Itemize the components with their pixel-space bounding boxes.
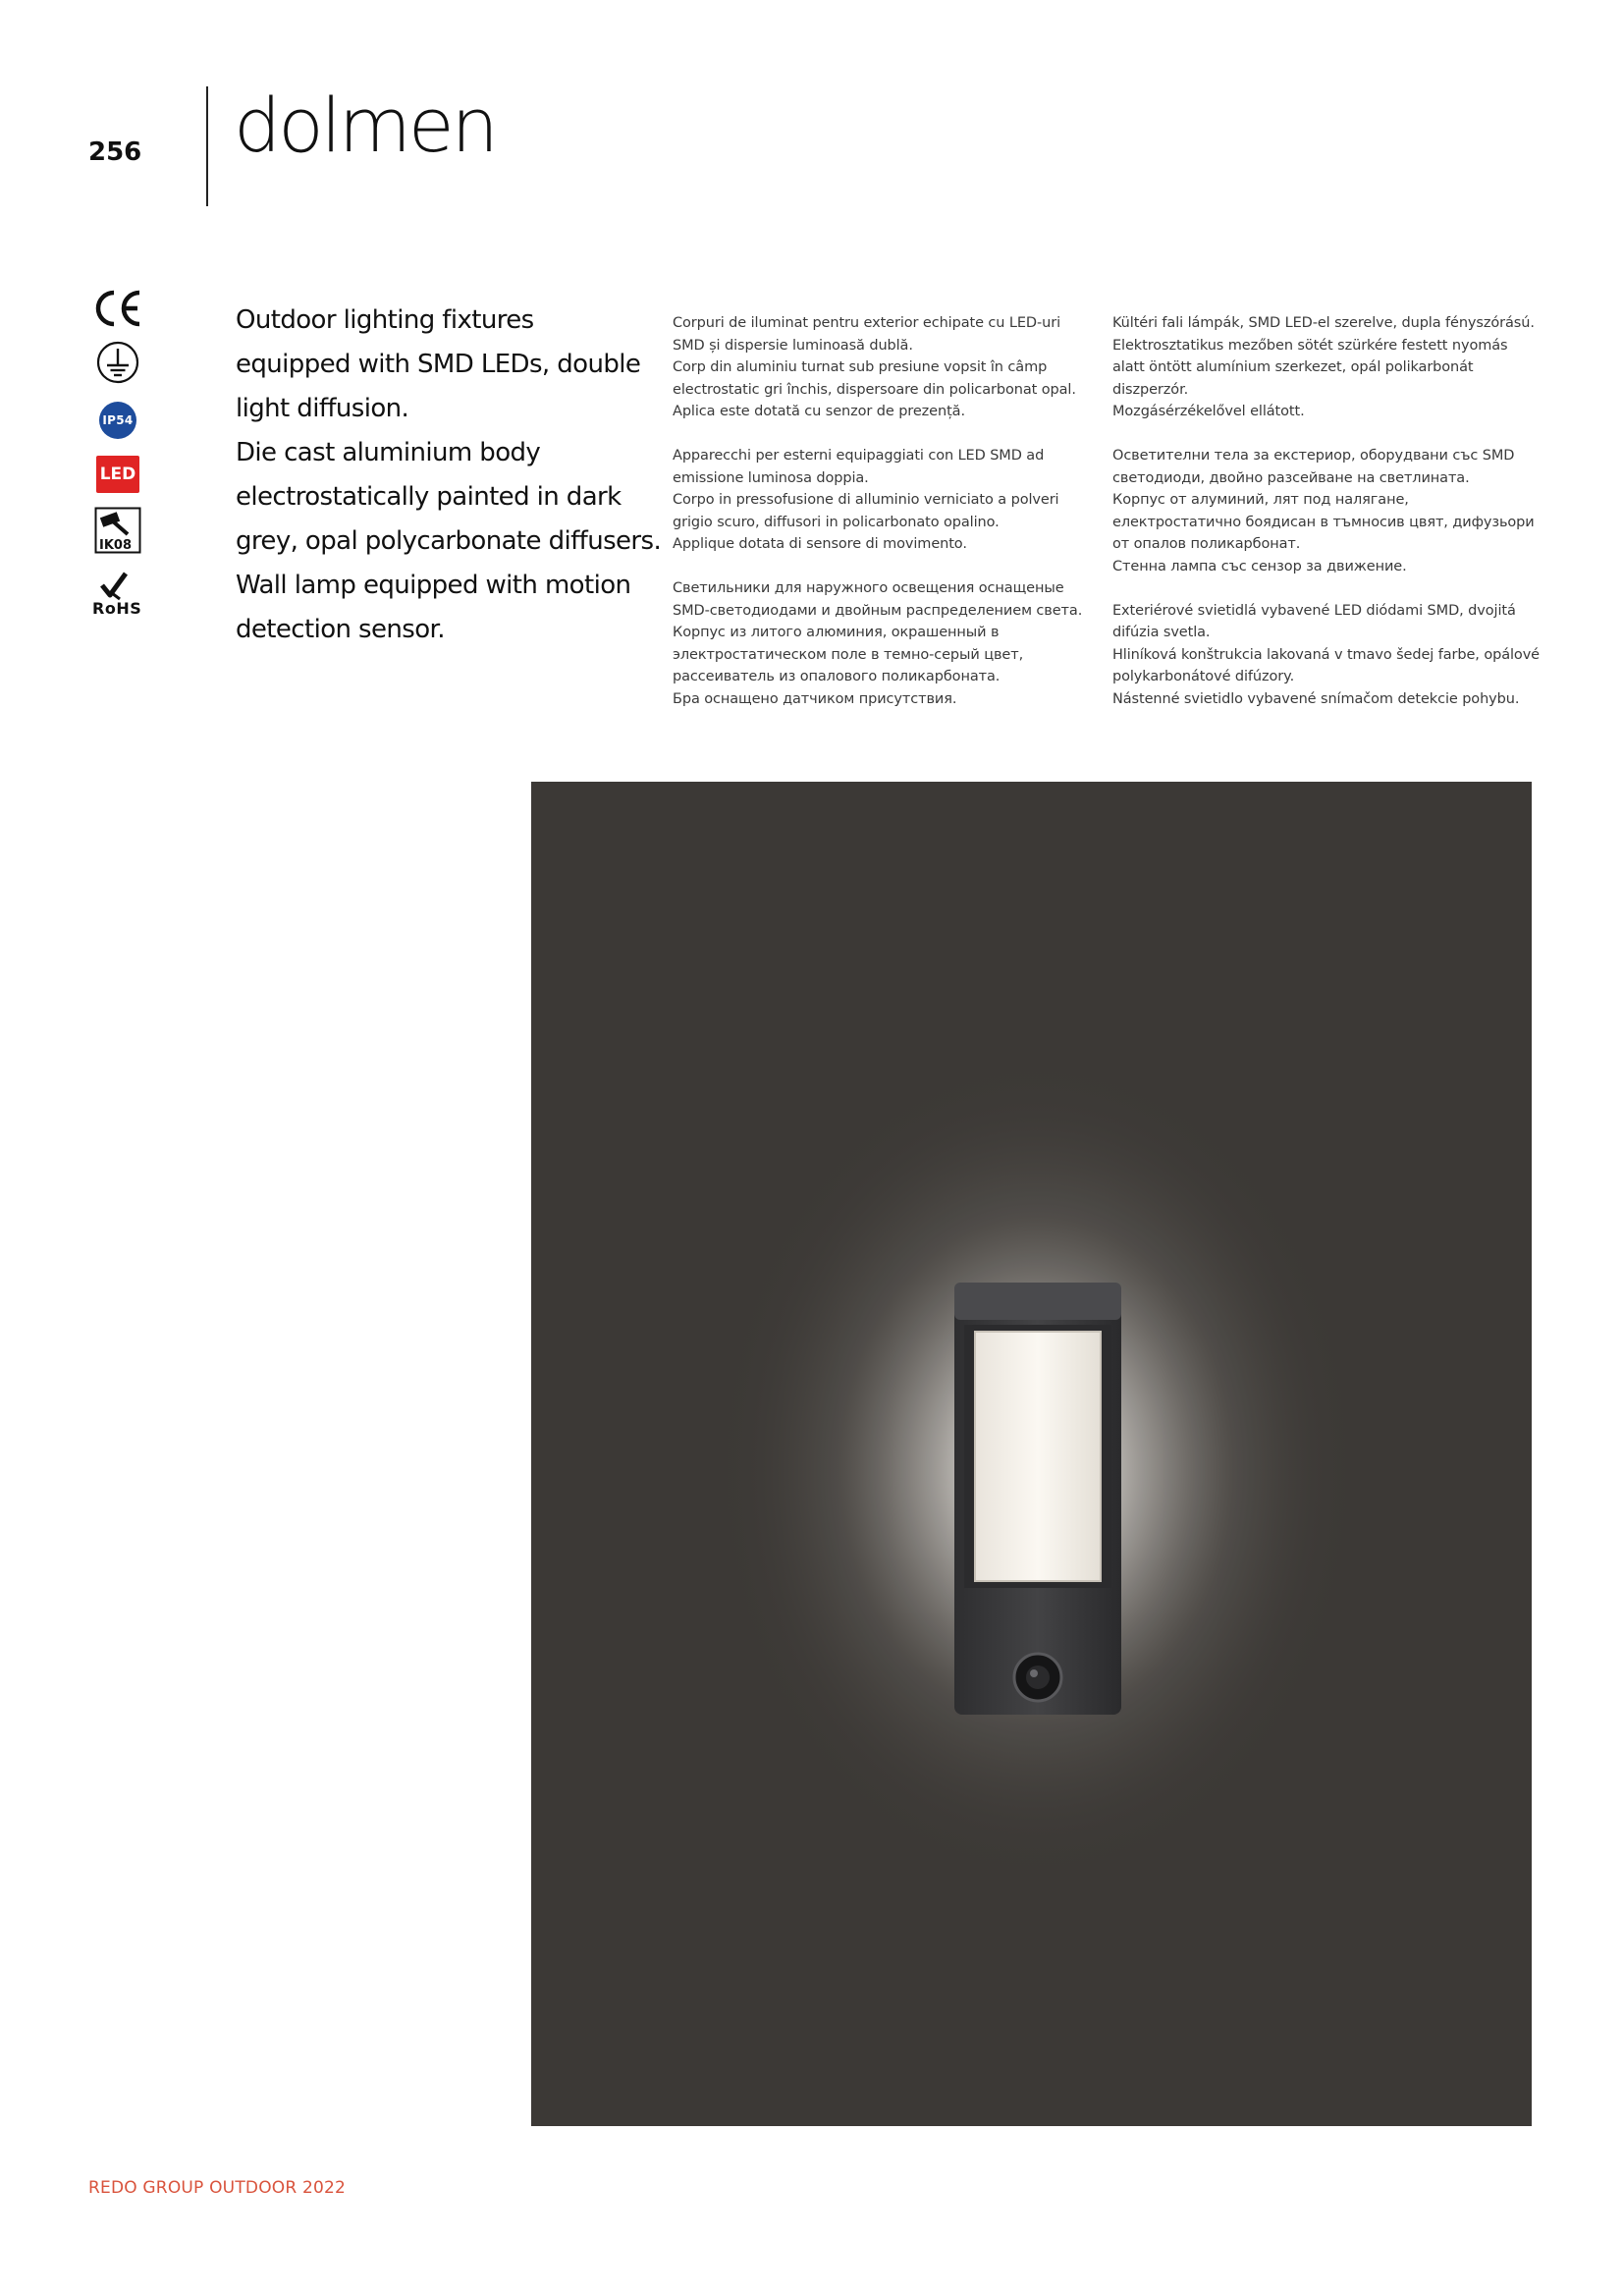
description-english <box>236 299 668 652</box>
description-line: grey, opal polycarbonate diffusers. <box>236 526 662 556</box>
description-line: light diffusion. <box>236 394 409 423</box>
led-icon <box>90 454 145 495</box>
description-slovak: Exteriérové svietidlá vybavené LED diódami SMD, dvojitá difúzia svetla. Hliníková konštrukcia lakovaná v tmavo šedej farbe, opálové polykarbonátové difúzory. Nástenné svietidlo vybavené snímačom detekcie pohybu. <box>1112 602 1540 707</box>
description-line: equipped with SMD LEDs, double <box>236 350 641 379</box>
translations-column-1 <box>673 312 1105 733</box>
description-line: Outdoor lighting fixtures <box>236 305 534 335</box>
wall-lamp-illustration <box>531 782 1532 2126</box>
description-italian: Apparecchi per esterni equipaggiati con LED SMD ad emissione luminosa doppia. Corpo in pressofusione di alluminio verniciato a polveri grigio scuro, diffusori in policarbonato opalino. Applique dotata di sensore di movimento. <box>673 448 1059 552</box>
ik-rating-icon <box>90 507 145 554</box>
description-line: Wall lamp equipped with motion <box>236 571 631 600</box>
ground-icon <box>90 340 145 385</box>
description-romanian: Corpuri de iluminat pentru exterior echipate cu LED-uri SMD și dispersie luminoasă dublă. Corp din aluminiu turnat sub presiune vopsit în câmp electrostatic gri închis, dispersoare din policarbonat opal. Aplica este dotată cu senzor de prezență. <box>673 315 1076 419</box>
description-line: Die cast aluminium body <box>236 438 541 467</box>
description-russian: Светильники для наружного освещения оснащеные SMD-светодиодами и двойным распределением света. Корпус из литого алюминия, окрашенный в электростатическом поле в темно-серый цвет, рассеиватель из опалового поликарбоната. Бра оснащено датчиком присутствия. <box>673 580 1083 707</box>
lamp-diffuser <box>975 1332 1101 1581</box>
rohs-label: RoHS <box>92 599 142 618</box>
description-hungarian: Kültéri fali lámpák, SMD LED-el szerelve, dupla fényszórású. Elektrosztatikus mezőben sötét szürkére festett nyomás alatt öntött alumínium szerkezet, opál polikarbonát diszperzór. Mozgásérzékelővel ellátott. <box>1112 315 1535 419</box>
translations-column-2 <box>1112 312 1544 733</box>
rohs-icon <box>90 572 145 621</box>
product-photo <box>531 782 1532 2126</box>
page-number: 256 <box>88 137 142 167</box>
description-line: detection sensor. <box>236 615 445 644</box>
ip-rating-icon <box>90 401 145 440</box>
product-title: dolmen <box>234 82 496 169</box>
ip-rating-label: IP54 <box>99 402 136 439</box>
ik-rating-label: IK08 <box>99 538 133 553</box>
lamp-body <box>954 1283 1121 1715</box>
led-label: LED <box>96 456 139 493</box>
ce-mark-icon <box>90 287 145 330</box>
description-bulgarian: Осветителни тела за екстериор, оборудвани със SMD светодиоди, двойно разсейване на светлината. Корпус от алуминий, лят под налягане, електростатично боядисан в тъмносив цвят, дифузьори от опалов поликарбонат. Стенна лампа със сензор за движение. <box>1112 448 1535 574</box>
title-divider <box>206 86 208 206</box>
description-line: electrostatically painted in dark <box>236 482 622 512</box>
footer-catalog-label: REDO GROUP OUTDOOR 2022 <box>88 2178 347 2198</box>
